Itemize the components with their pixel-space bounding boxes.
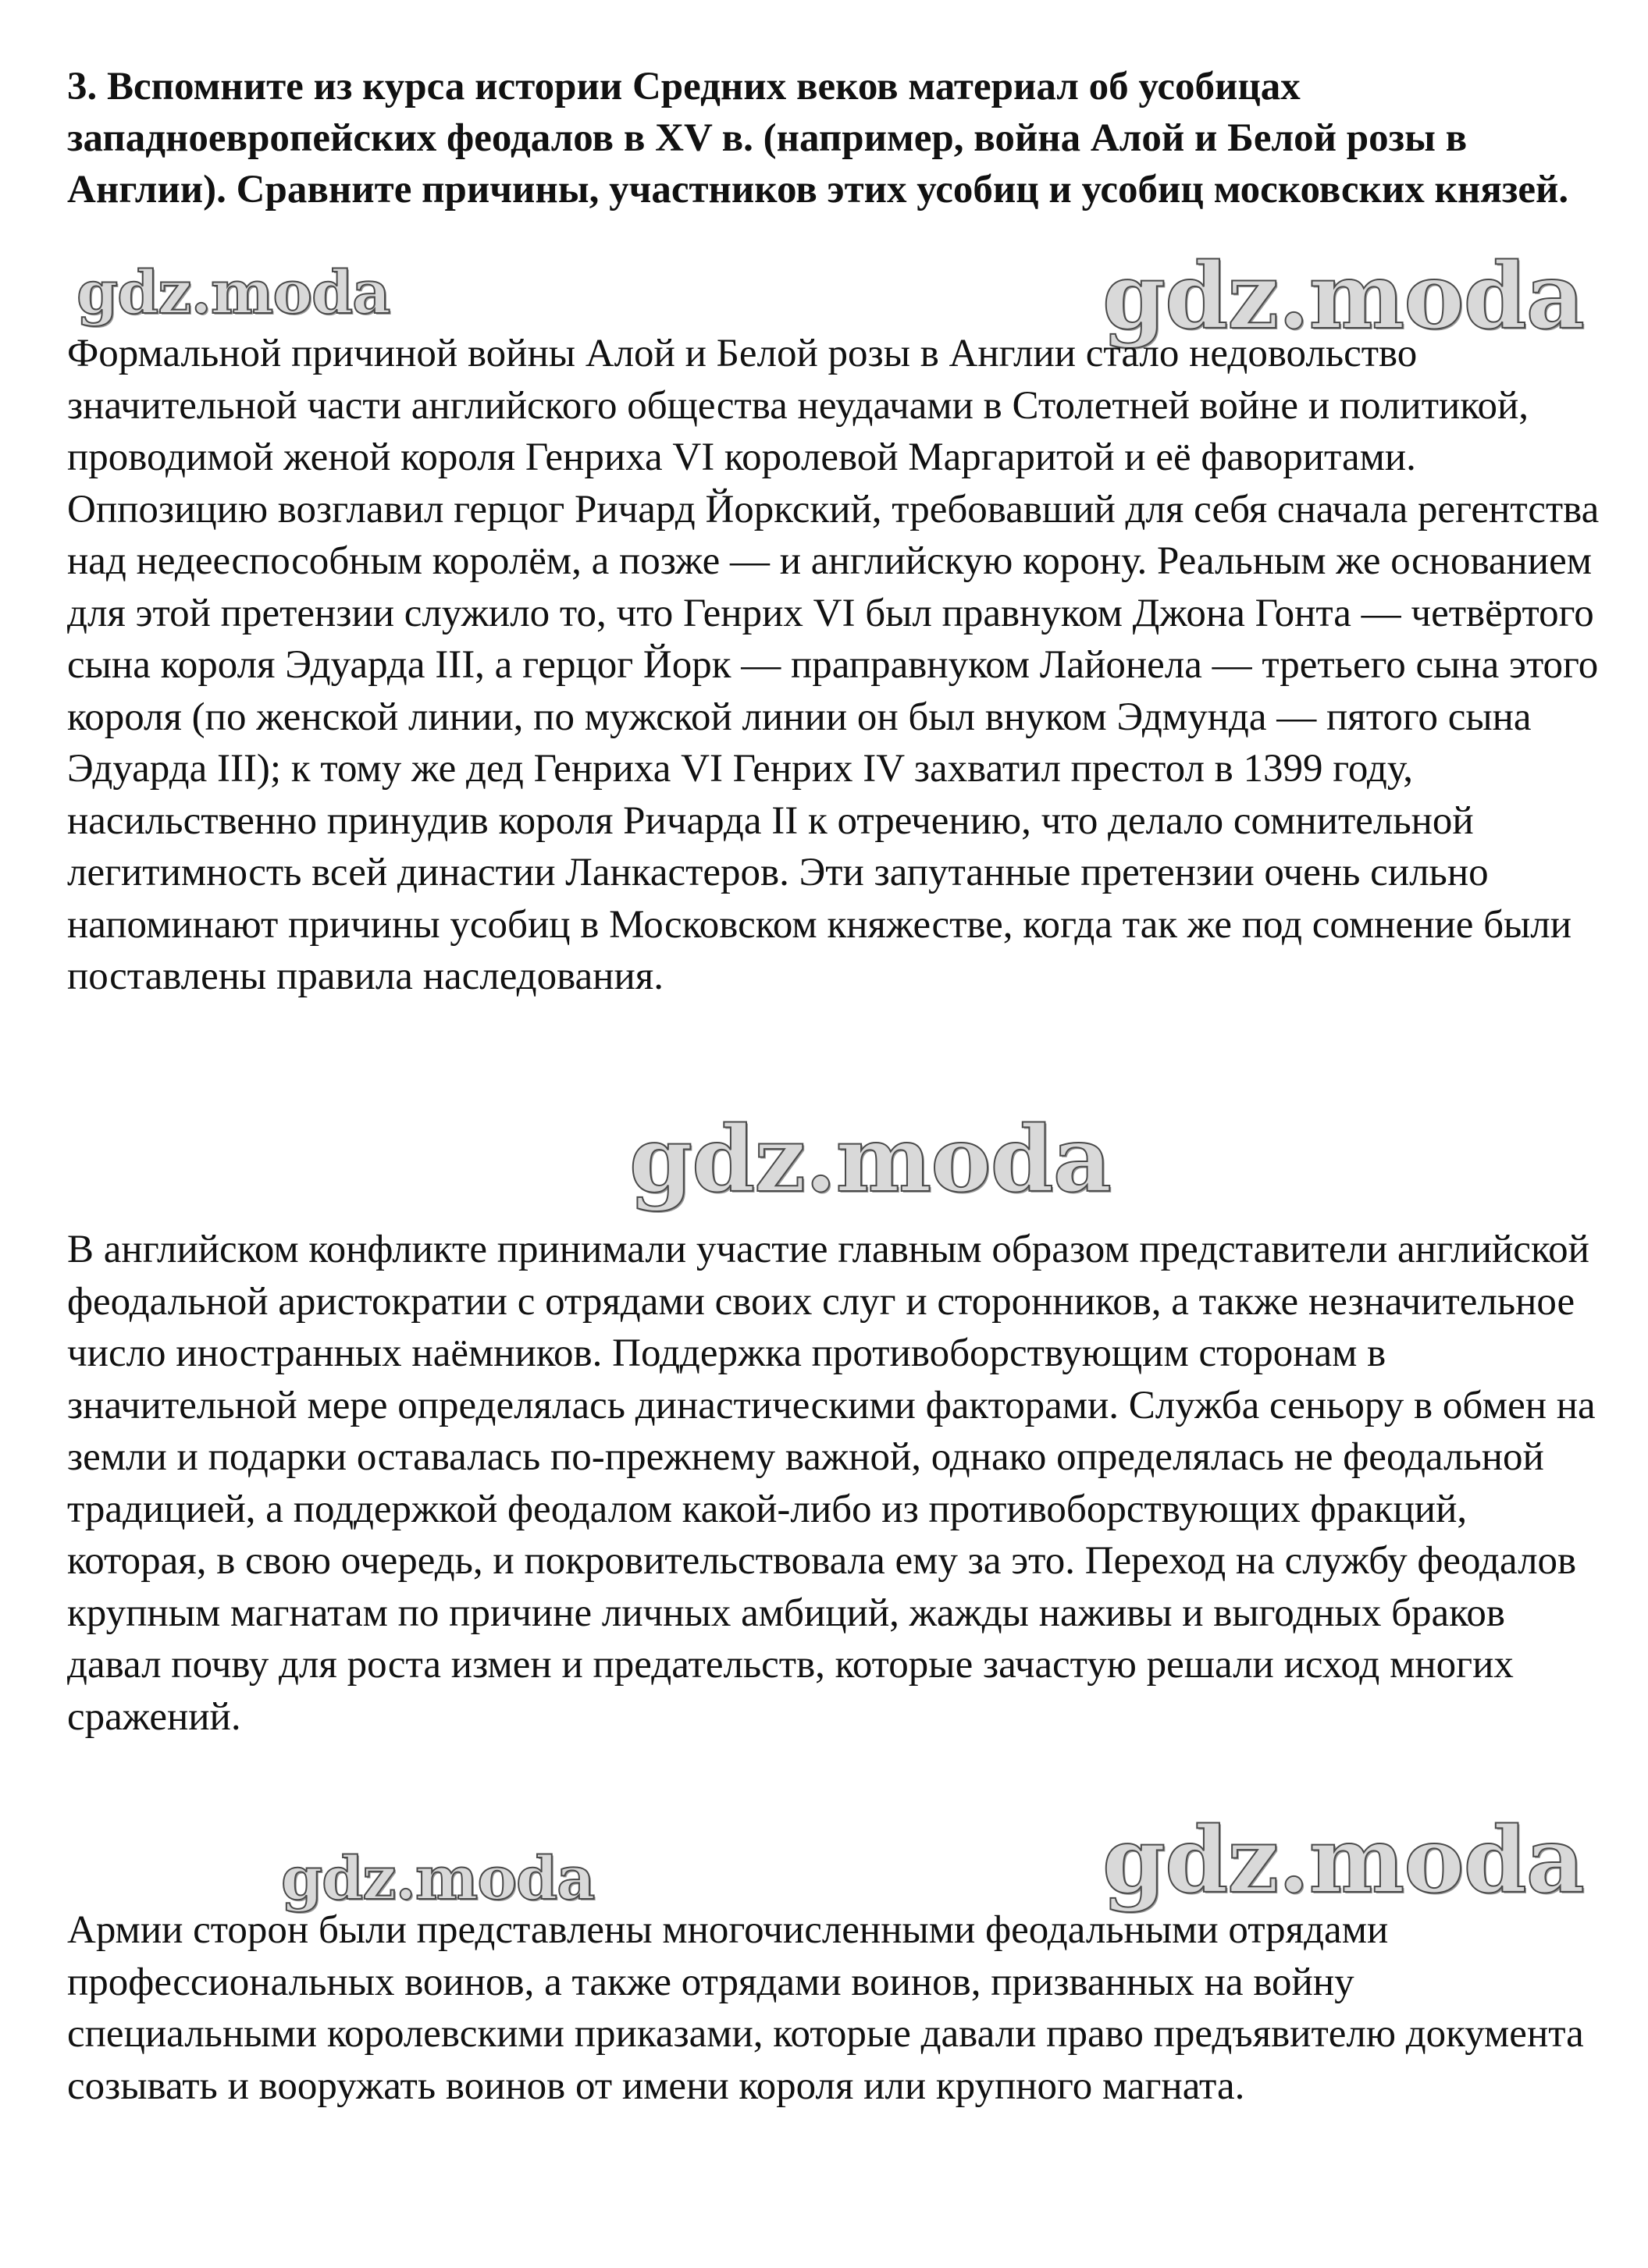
watermark-logo: gdz.moda	[77, 258, 390, 327]
watermark-logo: gdz.moda	[1102, 1808, 1584, 1914]
watermark-logo: gdz.moda	[1102, 244, 1584, 350]
watermark-logo: gdz.moda	[629, 1107, 1111, 1213]
watermark-logo: gdz.moda	[281, 1843, 595, 1913]
question-heading: 3. Вспомните из курса истории Средних веков материал об усобицах западноевропейских феодалов в XV в. (например, война Алой и Белой розы в Англии). Сравните причины, участников этих усобиц и усобиц московских князей.	[67, 65, 1569, 212]
answer-paragraph: Армии сторон были представлены многочисленными феодальными отрядами профессиональных воинов, а также отрядами воинов, призванных на войну специальными королевскими приказами, которые давали право предъявителю документа созывать и вооружать воинов от имени короля или крупного магната.	[67, 1908, 1584, 2108]
answer-paragraph: В английском конфликте принимали участие главным образом представители английской феодальной аристократии с отрядами своих слуг и сторонников, а также незначительное число иностранных наёмников. Поддержка противоборствующим сторонам в значительной мере определялась династическими факторами. Служба сеньору в обмен на земли и подарки оставалась по-прежнему важной, однако определялась не феодальной традицией, а поддержкой феодалом какой-либо из противоборствующих фракций, которая, в свою очередь, и покровительствовала ему за это. Переход на службу феодалов крупным магнатам по причине личных амбиций, жажды наживы и выгодных браков давал почву для роста измен и предательств, которые зачастую решали исход многих сражений.	[67, 1228, 1596, 1739]
answer-paragraph: Формальной причиной войны Алой и Белой розы в Англии стало недовольство значительной части английского общества неудачами в Столетней войне и политикой, проводимой женой короля Генриха VI королевой Маргаритой и её фаворитами. Оппозицию возглавил герцог Ричард Йоркский, требовавший для себя сначала регентства над недееспособным королём, а позже — и английскую корону. Реальным же основанием для этой претензии служило то, что Генрих VI был правнуком Джона Гонта — четвёртого сына короля Эдуарда III, а герцог Йорк — праправнуком Лайонела — третьего сына этого короля (по женской линии, по мужской линии он был внуком Эдмунда — пятого сына Эдуарда III); к тому же дед Генриха VI Генрих IV захватил престол в 1399 году, насильственно принудив короля Ричарда II к отречению, что делало сомнительной легитимность всей династии Ланкастеров. Эти запутанные претензии очень сильно напоминают причины усобиц в Московском княжестве, когда так же под сомнение были поставлены правила наследования.	[67, 332, 1600, 998]
